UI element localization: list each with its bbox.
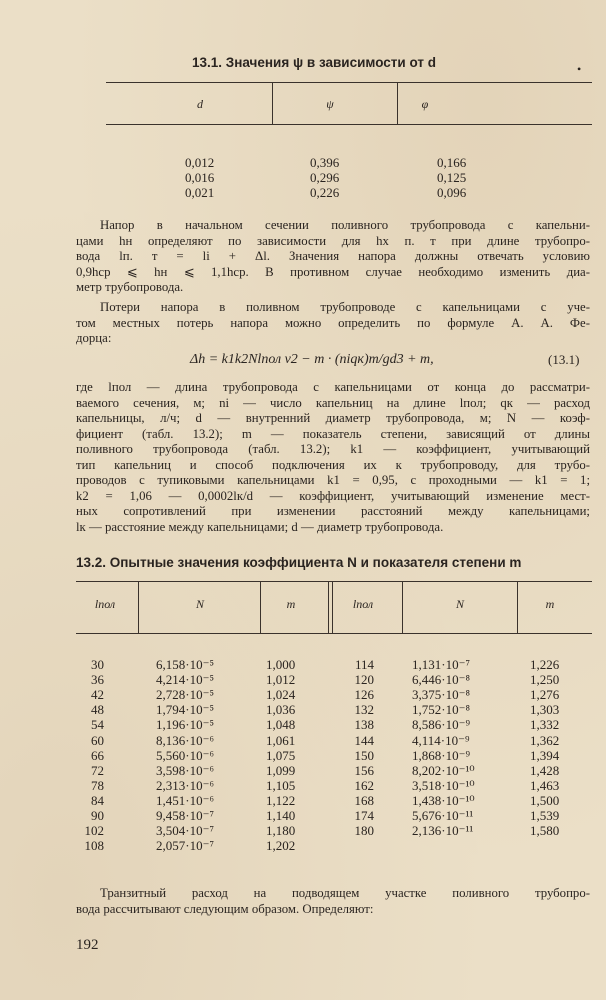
table-cell: 1,303 bbox=[530, 702, 560, 718]
table-cell: 2,057·10⁻⁷ bbox=[156, 838, 214, 854]
table-cell: 1,451·10⁻⁶ bbox=[156, 792, 214, 808]
table2-header-n: N bbox=[195, 597, 204, 611]
formula-13-1: Δh = k1k2Nlпол v2 − m · (niqк)m/gd3 + m, bbox=[190, 352, 434, 367]
table-cell: 5,560·10⁻⁶ bbox=[156, 747, 214, 763]
table-cell: 6,158·10⁻⁵ bbox=[156, 657, 214, 672]
table-cell: 2,728·10⁻⁵ bbox=[156, 687, 214, 703]
table-cell: 0,166 bbox=[437, 155, 467, 170]
table-cell: 8,136·10⁻⁶ bbox=[156, 732, 214, 748]
table-cell: 8,586·10⁻⁹ bbox=[412, 717, 470, 733]
table2-header-lpol-right: lпол bbox=[352, 597, 374, 611]
text-line: вода рассчитывают следующим образом. Определяют: bbox=[76, 901, 374, 916]
text-line: вода lп. т = li + Δl. Значения напора должны отвечать условию bbox=[76, 249, 590, 263]
table-cell: 3,375·10⁻⁸ bbox=[412, 687, 470, 703]
paragraph-definitions bbox=[76, 380, 590, 535]
formula-number: (13.1) bbox=[548, 352, 580, 367]
table-cell: 78 bbox=[91, 777, 104, 793]
table2-col-divider bbox=[332, 581, 333, 633]
text-line: lк — расстояние между капельницами; d — диаметр трубопровода. bbox=[76, 519, 444, 534]
text-line: проводов с тупиковыми капельницами k1 = 0,95, с проходными — k1 = 1; bbox=[76, 473, 590, 487]
table-cell: 138 bbox=[354, 717, 374, 733]
table-cell: 1,332 bbox=[530, 717, 560, 733]
table-cell: 3,518·10⁻¹⁰ bbox=[412, 777, 475, 793]
text-line: поливного трубопровода (табл. 13.2); k1 — коэффициент, учитывающий bbox=[76, 442, 590, 456]
text-line: k2 = 1,06 — 0,0002lк/d — коэффициент, учитывающий изменение мест- bbox=[76, 488, 590, 503]
table2-header-n-right: N bbox=[455, 597, 464, 611]
table-cell: 1,131·10⁻⁷ bbox=[412, 657, 470, 672]
table-cell: 162 bbox=[354, 777, 374, 793]
table-cell: 108 bbox=[84, 838, 104, 854]
text-line: цами hн определяют по зависимости для hх п. т при длине трубопро- bbox=[76, 233, 590, 248]
table-cell: 1,024 bbox=[266, 687, 296, 703]
table-cell: 1,075 bbox=[266, 747, 296, 763]
table-cell: 102 bbox=[84, 823, 104, 839]
text-line: Транзитный расход на подводящем участке поливного трубопро- bbox=[100, 886, 590, 900]
table1-header-psi: ψ bbox=[326, 97, 334, 111]
table-cell: 3,598·10⁻⁶ bbox=[156, 762, 214, 778]
table-cell: 2,136·10⁻¹¹ bbox=[412, 823, 474, 839]
table-cell: 1,036 bbox=[266, 702, 296, 718]
table-cell: 1,500 bbox=[530, 792, 560, 808]
table-cell: 9,458·10⁻⁷ bbox=[156, 808, 214, 823]
table2-col-divider bbox=[517, 581, 518, 633]
table-cell: 1,463 bbox=[530, 777, 560, 793]
margin-mark: • bbox=[577, 62, 582, 76]
table1-title: 13.1. Значения ψ в зависимости от d bbox=[192, 55, 436, 70]
text-line: капельницы, л/ч; d — внутренний диаметр трубопровода, м; N — коэф- bbox=[76, 411, 590, 425]
table-cell: 2,313·10⁻⁶ bbox=[156, 777, 214, 793]
table-cell: 114 bbox=[354, 657, 374, 672]
table1-header-rule bbox=[106, 124, 592, 125]
table-cell: 66 bbox=[91, 747, 104, 763]
table1-top-rule bbox=[106, 82, 592, 83]
table-cell: 1,580 bbox=[530, 823, 560, 839]
table2-top-rule bbox=[76, 581, 592, 582]
table-cell: 8,202·10⁻¹⁰ bbox=[412, 762, 475, 778]
table-cell: 168 bbox=[354, 792, 374, 808]
table2-header-m: m bbox=[286, 597, 296, 611]
table-cell: 3,504·10⁻⁷ bbox=[156, 823, 214, 839]
table-cell: 0,396 bbox=[310, 155, 340, 170]
table-cell: 1,794·10⁻⁵ bbox=[156, 702, 214, 718]
table-cell: 126 bbox=[354, 687, 374, 703]
text-line: фициент (табл. 13.2); m — показатель степени, зависящий от длины bbox=[76, 426, 590, 441]
table-cell: 132 bbox=[354, 702, 374, 718]
table-cell: 1,196·10⁻⁵ bbox=[156, 717, 214, 733]
table-cell: 1,250 bbox=[530, 672, 560, 688]
table2-header-rule bbox=[76, 633, 592, 634]
table1-col-divider bbox=[397, 82, 398, 124]
text-line: тип капельниц и способ подключения их к трубопроводу, для трубо- bbox=[76, 457, 590, 472]
paragraph-initial-head bbox=[76, 218, 590, 296]
table-cell: 4,214·10⁻⁵ bbox=[156, 672, 214, 688]
table-cell: 36 bbox=[91, 672, 104, 688]
text-line: ных сопротивлений при изменении расстояний между капельницами; bbox=[76, 504, 590, 518]
table-cell: 0,296 bbox=[310, 170, 340, 185]
table-cell: 1,276 bbox=[530, 687, 560, 703]
table2-col-divider bbox=[260, 581, 261, 633]
table-cell: 144 bbox=[354, 732, 374, 748]
table-cell: 1,438·10⁻¹⁰ bbox=[412, 792, 475, 808]
table-cell: 54 bbox=[91, 717, 104, 733]
table-cell: 1,202 bbox=[266, 838, 296, 854]
table-cell: 84 bbox=[91, 792, 104, 808]
table2-title: 13.2. Опытные значения коэффициента N и показателя степени m bbox=[76, 555, 522, 570]
table-cell: 1,099 bbox=[266, 762, 296, 778]
text-line: Потери напора в поливном трубопроводе с капельницами с уче- bbox=[100, 300, 590, 314]
table2-col-divider bbox=[138, 581, 139, 633]
table-cell: 180 bbox=[354, 823, 374, 839]
table2-col-divider bbox=[402, 581, 403, 633]
table-cell: 1,868·10⁻⁹ bbox=[412, 747, 470, 763]
table-cell: 0,016 bbox=[185, 170, 215, 185]
table-cell: 0,012 bbox=[185, 155, 215, 170]
table-cell: 1,180 bbox=[266, 823, 296, 839]
table2-header-lpol: lпол bbox=[94, 597, 116, 611]
table-cell: 4,114·10⁻⁹ bbox=[412, 732, 470, 748]
text-line: метр трубопровода. bbox=[76, 280, 184, 294]
text-line: где lпол — длина трубопровода с капельницами от конца до рассматри- bbox=[76, 380, 590, 394]
text-line: дорца: bbox=[76, 331, 112, 345]
table-cell: 0,021 bbox=[185, 185, 215, 200]
table-cell: 6,446·10⁻⁸ bbox=[412, 672, 470, 688]
text-line: Напор в начальном сечении поливного трубопровода с капельни- bbox=[100, 218, 590, 232]
table-cell: 30 bbox=[91, 657, 104, 672]
table-cell: 1,048 bbox=[266, 717, 296, 733]
table-cell: 120 bbox=[354, 672, 374, 688]
table-cell: 1,000 bbox=[266, 657, 296, 672]
paragraph-head-losses bbox=[76, 300, 590, 347]
table-cell: 90 bbox=[91, 808, 104, 823]
table-cell: 48 bbox=[91, 702, 104, 718]
table2-col-divider bbox=[328, 581, 329, 633]
page-number: 192 bbox=[76, 937, 99, 953]
table-cell: 1,539 bbox=[530, 808, 560, 823]
table-cell: 0,226 bbox=[310, 185, 340, 200]
table-cell: 174 bbox=[354, 808, 374, 823]
table-cell: 1,105 bbox=[266, 777, 296, 793]
text-line: том местных потерь напора можно определить по формуле А. А. Фе- bbox=[76, 315, 590, 330]
table1-col-divider bbox=[272, 82, 273, 124]
text-line: 0,9hср ⩽ hн ⩽ 1,1hср. В противном случае необходимо изменить диа- bbox=[76, 264, 590, 279]
table-cell: 60 bbox=[91, 732, 104, 748]
table-cell: 1,122 bbox=[266, 792, 296, 808]
table-cell: 1,428 bbox=[530, 762, 560, 778]
table1-header-d: d bbox=[197, 97, 203, 111]
table-cell: 42 bbox=[91, 687, 104, 703]
paragraph-transit-flow bbox=[76, 886, 590, 917]
table-cell: 0,125 bbox=[437, 170, 467, 185]
table-cell: 0,096 bbox=[437, 185, 467, 200]
table-cell: 1,226 bbox=[530, 657, 560, 672]
table-cell: 1,752·10⁻⁸ bbox=[412, 702, 470, 718]
table-cell: 1,394 bbox=[530, 747, 560, 763]
table-cell: 150 bbox=[354, 747, 374, 763]
table-cell: 1,140 bbox=[266, 808, 296, 823]
table-cell: 1,012 bbox=[266, 672, 296, 688]
table1-header-phi: φ bbox=[421, 97, 429, 111]
table-cell: 1,362 bbox=[530, 732, 560, 748]
table-cell: 72 bbox=[91, 762, 104, 778]
table-cell: 156 bbox=[354, 762, 374, 778]
table2-header-m-right: m bbox=[545, 597, 555, 611]
table-cell: 5,676·10⁻¹¹ bbox=[412, 808, 474, 823]
text-line: ваемого сечения, м; ni — число капельниц на длине lпол; qк — расход bbox=[76, 395, 590, 410]
table-cell: 1,061 bbox=[266, 732, 296, 748]
